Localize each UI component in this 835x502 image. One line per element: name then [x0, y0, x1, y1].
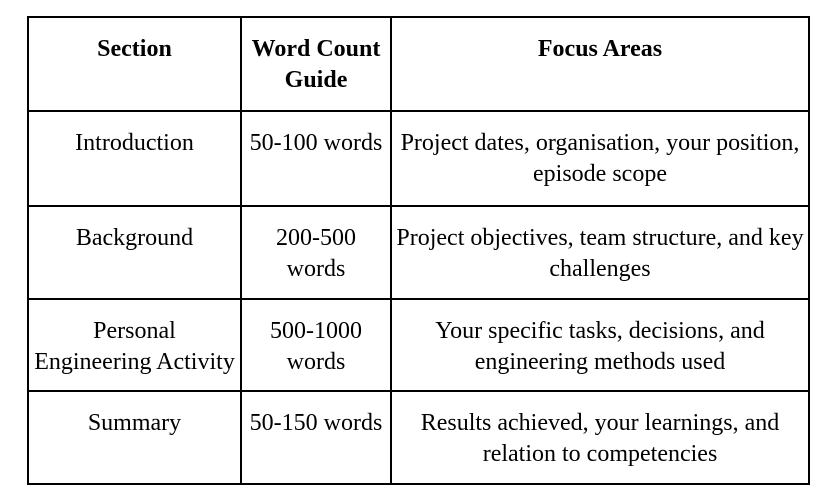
cell-line: challenges	[549, 256, 651, 282]
cell-line: Background	[75, 225, 194, 251]
cell-line: Project objectives, team structure, and key	[396, 225, 804, 251]
header-focus-areas-label: Focus Areas	[537, 36, 663, 62]
table-row-background	[28, 206, 809, 299]
cell-summary-section	[28, 391, 241, 484]
cell-line: words	[286, 349, 346, 375]
table-row-summary	[28, 391, 809, 484]
cell-line: Summary	[87, 410, 182, 436]
header-word-count-label-line2: Guide	[284, 67, 348, 93]
table-row-introduction	[28, 111, 809, 206]
header-row	[28, 17, 809, 111]
header-section-label: Section	[97, 36, 172, 62]
cell-line: episode scope	[533, 161, 667, 187]
header-cell-focus-areas	[391, 17, 809, 111]
cell-line: Project dates, organisation, your position,	[400, 130, 800, 156]
cell-personal-engineering-activity-focus	[391, 299, 809, 391]
cell-personal-engineering-activity-section	[28, 299, 241, 391]
cell-line: Introduction	[75, 130, 194, 156]
cell-introduction-section	[28, 111, 241, 206]
header-cell-word-count-guide	[241, 17, 391, 111]
cell-line: 50-150 words	[249, 410, 383, 436]
cell-background-word-count	[241, 206, 391, 299]
cell-line: 200-500	[276, 225, 356, 251]
table-row-personal-engineering-activity	[28, 299, 809, 391]
cell-line: Your specific tasks, decisions, and	[435, 318, 765, 344]
word-count-guide-table	[27, 16, 810, 485]
cell-background-section	[28, 206, 241, 299]
cell-summary-focus	[391, 391, 809, 484]
cell-line: 50-100 words	[249, 130, 383, 156]
cell-introduction-word-count	[241, 111, 391, 206]
cell-line: Results achieved, your learnings, and	[420, 410, 780, 436]
header-word-count-label-line1: Word Count	[251, 36, 381, 62]
cell-line: engineering methods used	[474, 349, 726, 375]
cell-line: 500-1000	[270, 318, 362, 344]
cell-background-focus	[391, 206, 809, 299]
cell-line: Personal	[93, 318, 176, 344]
cell-line: Engineering Activity	[34, 349, 235, 375]
cell-line: relation to competencies	[482, 441, 718, 467]
header-cell-section	[28, 17, 241, 111]
cell-introduction-focus	[391, 111, 809, 206]
cell-summary-word-count	[241, 391, 391, 484]
cell-line: words	[286, 256, 346, 282]
cell-personal-engineering-activity-word-count	[241, 299, 391, 391]
